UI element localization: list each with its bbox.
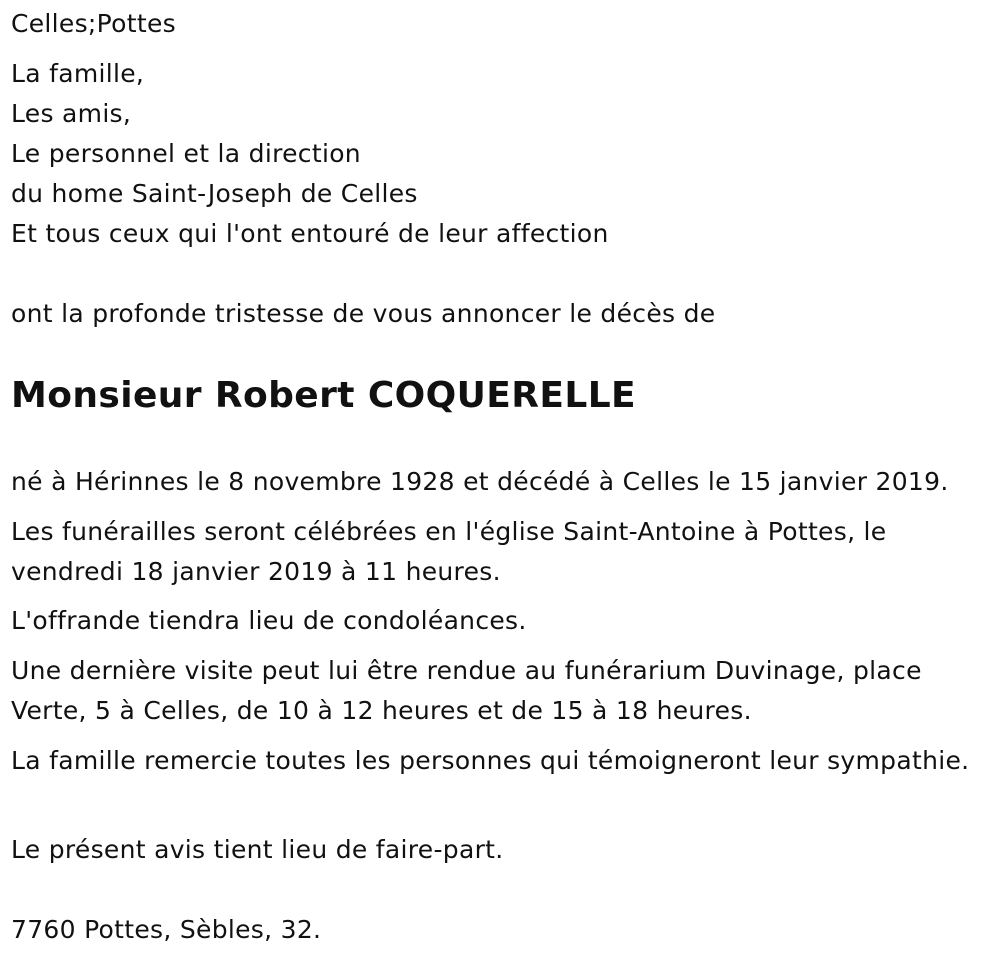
offering-paragraph: L'offrande tiendra lieu de condoléances. (11, 606, 527, 635)
deceased-name: Monsieur Robert COQUERELLE (11, 375, 637, 416)
visit-paragraph: Une dernière visite peut lui être rendue au funérarium Duvinage, place Verte, 5 à Celles, de 10 à 12 heures et de 15 à 18 heures. (11, 656, 922, 725)
notice-paragraph: Le présent avis tient lieu de faire-part. (11, 835, 504, 864)
address: 7760 Pottes, Sèbles, 32. (11, 915, 322, 944)
announcer-line: Et tous ceux qui l'ont entouré de leur affection (11, 219, 609, 248)
announcer-line: Le personnel et la direction (11, 139, 361, 168)
announcer-line: du home Saint-Joseph de Celles (11, 179, 418, 208)
announcement-intro: ont la profonde tristesse de vous annoncer le décès de (11, 299, 716, 328)
announcer-line: Les amis, (11, 99, 132, 128)
birth-death-paragraph: né à Hérinnes le 8 novembre 1928 et décédé à Celles le 15 janvier 2019. (11, 467, 949, 496)
thanks-paragraph: La famille remercie toutes les personnes qui témoigneront leur sympathie. (11, 746, 970, 775)
location-header: Celles;Pottes (11, 9, 176, 38)
funeral-paragraph: Les funérailles seront célébrées en l'église Saint-Antoine à Pottes, le vendredi 18 janvier 2019 à 11 heures. (11, 517, 887, 586)
announcers-list (11, 54, 609, 254)
announcer-line: La famille, (11, 59, 145, 88)
